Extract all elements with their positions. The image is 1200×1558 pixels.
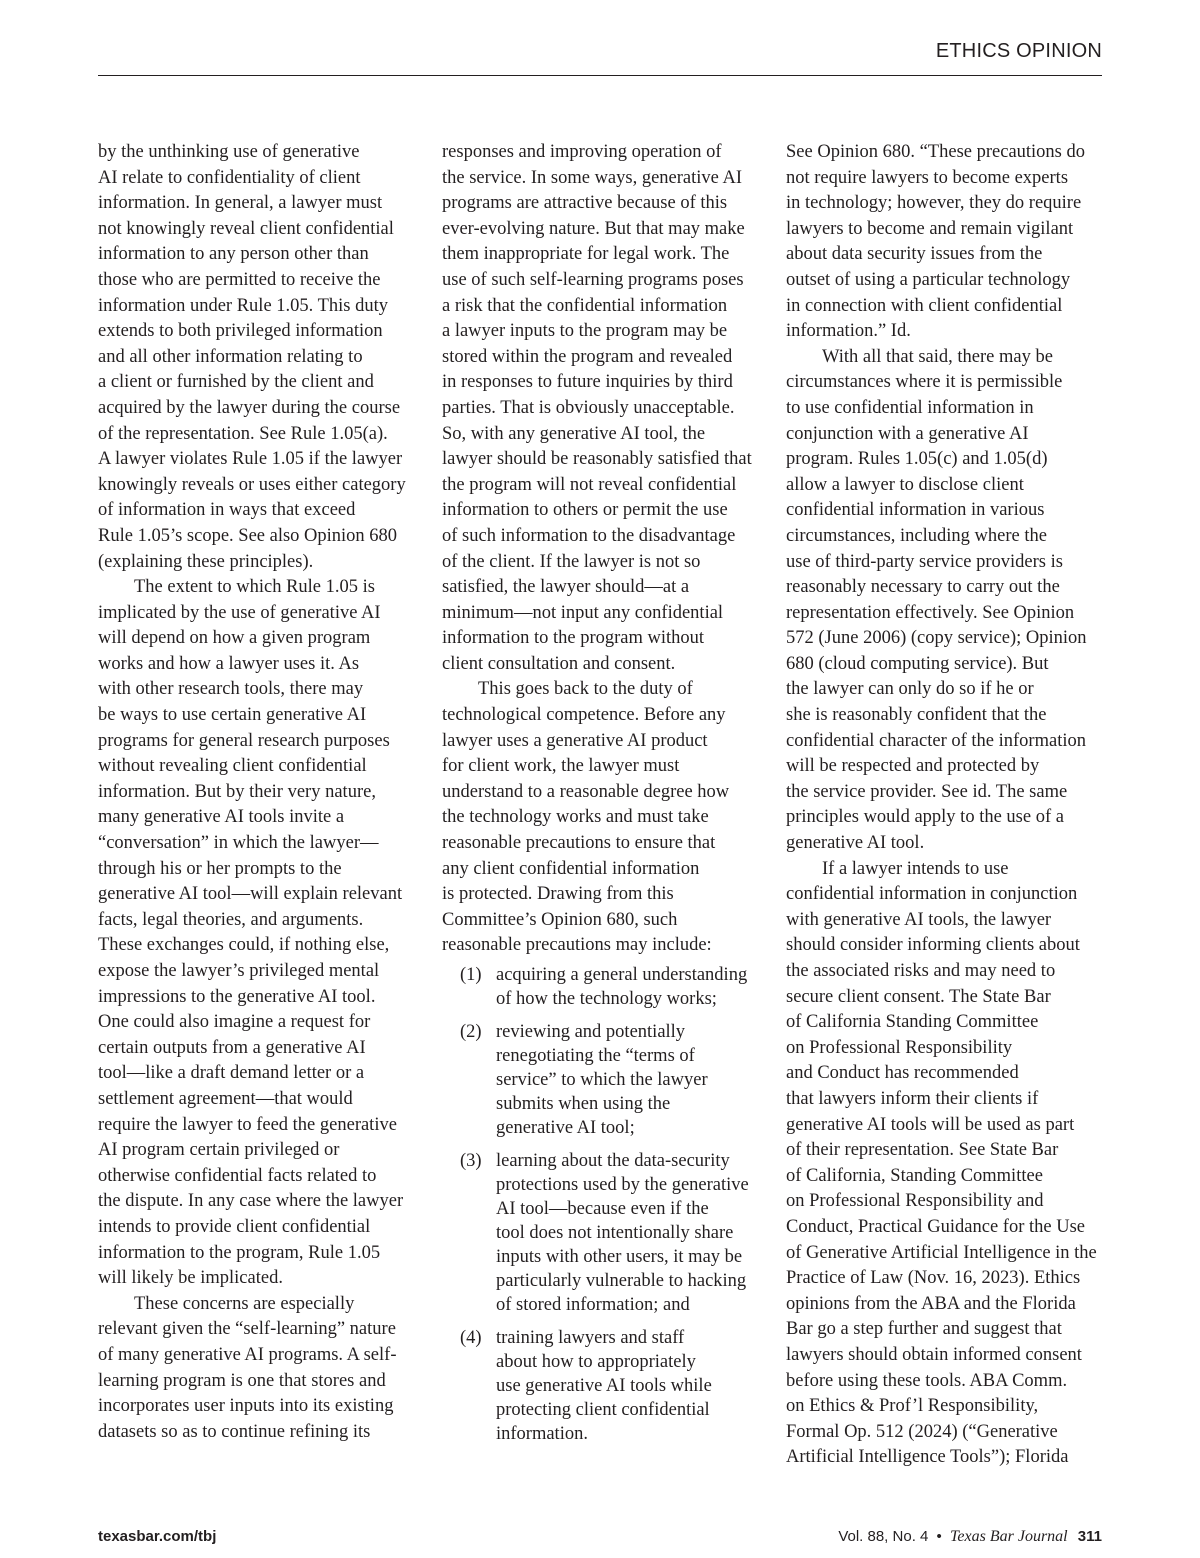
text-line: The extent to which Rule 1.05 is <box>134 577 375 598</box>
text-line: in responses to future inquiries by third <box>442 372 733 393</box>
text-line: opinions from the ABA and the Florida <box>786 1293 1076 1314</box>
text-line: generative AI tool—will explain relevant <box>98 884 403 905</box>
text-line: reasonable precautions may include: <box>442 935 712 956</box>
text-line: AI program certain privileged or <box>98 1140 340 1161</box>
text-line: facts, legal theories, and arguments. <box>98 909 364 930</box>
text-line: will likely be implicated. <box>98 1268 283 1289</box>
text-line: satisfied, the lawyer should—at a <box>442 577 690 598</box>
text-line: See Opinion 680. “These precautions do <box>786 142 1086 162</box>
list-item-number: (2) <box>460 1022 482 1042</box>
section-title: ETHICS OPINION <box>935 40 1102 62</box>
text-line: With all that said, there may be <box>822 346 1053 367</box>
text-line: lawyer uses a generative AI product <box>442 730 708 751</box>
text-line: for client work, the lawyer must <box>442 756 680 777</box>
text-line: (explaining these principles). <box>98 551 314 572</box>
text-line: lawyer should be reasonably satisfied that <box>442 449 752 470</box>
page-footer <box>98 1528 1102 1554</box>
text-line: implicated by the use of generative AI <box>98 602 381 623</box>
text-line: settlement agreement—that would <box>98 1088 353 1109</box>
text-line: responses and improving operation of <box>442 142 722 162</box>
text-line: that lawyers inform their clients if <box>786 1088 1039 1109</box>
list-item-line: training lawyers and staff <box>496 1328 685 1348</box>
text-line: be ways to use certain generative AI <box>98 705 367 726</box>
text-line: representation effectively. See Opinion <box>786 602 1075 623</box>
footer-journal: Texas Bar Journal <box>949 1528 1068 1545</box>
page-header <box>98 38 1102 76</box>
text-line: reasonably necessary to carry out the <box>786 577 1060 598</box>
text-line: program. Rules 1.05(c) and 1.05(d) <box>786 449 1048 470</box>
text-line: programs are attractive because of this <box>442 193 728 214</box>
text-line: about data security issues from the <box>786 244 1043 265</box>
footer-url[interactable]: texasbar.com/tbj <box>98 1528 217 1545</box>
text-line: If a lawyer intends to use <box>822 858 1009 879</box>
list-item-line: protecting client confidential <box>496 1400 710 1420</box>
text-line: the service. In some ways, generative AI <box>442 167 743 188</box>
text-line: before using these tools. ABA Comm. <box>786 1370 1068 1391</box>
list-item-number: (1) <box>460 965 482 985</box>
list-item-line: of stored information; and <box>496 1295 690 1315</box>
text-line: a lawyer inputs to the program may be <box>442 321 728 342</box>
text-line: technological competence. Before any <box>442 705 726 726</box>
text-line: of their representation. See State Bar <box>786 1140 1059 1161</box>
text-line: minimum—not input any confidential <box>442 602 724 623</box>
text-line: information under Rule 1.05. This duty <box>98 295 388 316</box>
text-line: any client confidential information <box>442 858 700 879</box>
text-line: expose the lawyer’s privileged mental <box>98 961 380 981</box>
text-line: Formal Op. 512 (2024) (“Generative <box>786 1421 1058 1442</box>
list-item-number: (3) <box>460 1151 482 1171</box>
text-line: the dispute. In any case where the lawyer <box>98 1191 404 1212</box>
text-line: information. But by their very nature, <box>98 781 376 802</box>
text-line: datasets so as to continue refining its <box>98 1421 371 1442</box>
text-line: learning program is one that stores and <box>98 1370 386 1391</box>
text-line: of California Standing Committee <box>786 1012 1039 1033</box>
precautions-list <box>442 963 764 1446</box>
list-item <box>442 1149 764 1317</box>
text-line: client consultation and consent. <box>442 653 676 674</box>
text-line: reasonable precautions to ensure that <box>442 833 716 854</box>
column-1 <box>98 140 416 1445</box>
text-line: knowingly reveals or uses either category <box>98 474 406 495</box>
list-item-line: generative AI tool; <box>496 1118 635 1138</box>
text-line: incorporates user inputs into its existing <box>98 1396 394 1417</box>
text-line: outset of using a particular technology <box>786 269 1071 290</box>
text-line: Practice of Law (Nov. 16, 2023). Ethics <box>786 1268 1081 1289</box>
text-line: information to the program without <box>442 628 705 649</box>
text-line: This goes back to the duty of <box>478 679 693 700</box>
text-line: conjunction with a generative AI <box>786 423 1029 444</box>
text-line: secure client consent. The State Bar <box>786 986 1051 1007</box>
text-line: Bar go a step further and suggest that <box>786 1319 1062 1340</box>
text-line: of information in ways that exceed <box>98 500 356 521</box>
text-line: information to the program, Rule 1.05 <box>98 1242 381 1263</box>
list-item-line: particularly vulnerable to hacking <box>496 1271 747 1291</box>
text-line: not require lawyers to become experts <box>786 167 1069 188</box>
text-line: of California, Standing Committee <box>786 1165 1043 1186</box>
list-item <box>442 1020 764 1140</box>
list-item-number: (4) <box>460 1328 482 1348</box>
text-line: use of such self-learning programs poses <box>442 269 744 290</box>
text-line: “conversation” in which the lawyer— <box>98 833 379 854</box>
text-line: should consider informing clients about <box>786 935 1080 956</box>
text-line: the lawyer can only do so if he or <box>786 679 1034 700</box>
text-line: Artificial Intelligence Tools”); Florida <box>786 1447 1069 1468</box>
text-line: on Professional Responsibility and <box>786 1191 1044 1212</box>
text-line: confidential information in conjunction <box>786 884 1078 905</box>
text-line: works and how a lawyer uses it. As <box>98 653 360 674</box>
text-line: will depend on how a given program <box>98 628 371 649</box>
list-item <box>442 963 764 1011</box>
text-line: circumstances, including where the <box>786 525 1047 546</box>
text-line: circumstances where it is permissible <box>786 372 1063 393</box>
text-line: with other research tools, there may <box>98 679 364 700</box>
list-item-line: submits when using the <box>496 1094 671 1114</box>
text-line: lawyers to become and remain vigilant <box>786 218 1074 239</box>
text-line: stored within the program and revealed <box>442 346 733 367</box>
text-line: understand to a reasonable degree how <box>442 781 730 802</box>
text-line: information.” Id. <box>786 321 911 342</box>
text-line: These exchanges could, if nothing else, <box>98 935 390 956</box>
text-line: to use confidential information in <box>786 397 1034 418</box>
text-line: will be respected and protected by <box>786 756 1040 777</box>
list-item-line: AI tool—because even if the <box>496 1199 709 1219</box>
text-line: on Ethics & Prof’l Responsibility, <box>786 1396 1039 1417</box>
text-line: impressions to the generative AI tool. <box>98 986 376 1007</box>
text-line: One could also imagine a request for <box>98 1012 371 1033</box>
column-3 <box>786 140 1104 1471</box>
text-line: the technology works and must take <box>442 807 709 828</box>
text-line: programs for general research purposes <box>98 730 390 751</box>
list-item-line: reviewing and potentially <box>496 1022 686 1042</box>
text-line: These concerns are especially <box>134 1293 355 1314</box>
text-line: of many generative AI programs. A self- <box>98 1344 397 1365</box>
text-line: with generative AI tools, the lawyer <box>786 909 1052 930</box>
text-line: lawyers should obtain informed consent <box>786 1344 1082 1365</box>
text-line: ever-evolving nature. But that may make <box>442 218 745 239</box>
text-line: of the client. If the lawyer is not so <box>442 551 701 572</box>
list-item-line: tool does not intentionally share <box>496 1223 734 1243</box>
text-line: A lawyer violates Rule 1.05 if the lawyer <box>98 449 403 470</box>
text-line: in connection with client confidential <box>786 295 1063 316</box>
text-line: certain outputs from a generative AI <box>98 1037 366 1058</box>
text-line: generative AI tool. <box>786 833 925 854</box>
text-line: 572 (June 2006) (copy service); Opinion <box>786 628 1087 649</box>
text-line: allow a lawyer to disclose client <box>786 474 1024 495</box>
list-item-line: about how to appropriately <box>496 1352 696 1372</box>
footer-volume: Vol. 88, No. 4 <box>838 1528 929 1545</box>
text-line: in technology; however, they do require <box>786 193 1082 214</box>
text-line: tool—like a draft demand letter or a <box>98 1063 365 1084</box>
list-item-line: protections used by the generative <box>496 1175 749 1195</box>
text-line: a risk that the confidential information <box>442 295 728 316</box>
text-line: those who are permitted to receive the <box>98 269 381 290</box>
text-line: information to any person other than <box>98 244 369 265</box>
text-line: generative AI tools will be used as part <box>786 1114 1075 1135</box>
text-line: by the unthinking use of generative <box>98 142 360 162</box>
text-line: of the representation. See Rule 1.05(a). <box>98 423 388 444</box>
text-line: on Professional Responsibility <box>786 1037 1013 1058</box>
list-item-line: inputs with other users, it may be <box>496 1247 743 1267</box>
list-item-line: of how the technology works; <box>496 989 717 1009</box>
text-line: them inappropriate for legal work. The <box>442 244 730 265</box>
text-line: So, with any generative AI tool, the <box>442 423 706 444</box>
list-item-line: use generative AI tools while <box>496 1376 712 1396</box>
text-line: information to others or permit the use <box>442 500 728 521</box>
text-line: 680 (cloud computing service). But <box>786 653 1049 674</box>
list-item-line: acquiring a general understanding <box>496 965 748 985</box>
text-line: otherwise confidential facts related to <box>98 1165 377 1186</box>
list-item-line: learning about the data-security <box>496 1151 730 1171</box>
text-line: a client or furnished by the client and <box>98 372 374 393</box>
text-line: require the lawyer to feed the generative <box>98 1114 397 1135</box>
text-line: Conduct, Practical Guidance for the Use <box>786 1216 1085 1237</box>
footer-bullet: • <box>936 1528 942 1545</box>
text-line: the service provider. See id. The same <box>786 781 1068 802</box>
text-line: AI relate to confidentiality of client <box>98 167 361 188</box>
text-line: and Conduct has recommended <box>786 1063 1019 1084</box>
text-line: many generative AI tools invite a <box>98 807 345 828</box>
text-line: extends to both privileged information <box>98 321 383 342</box>
text-line: Committee’s Opinion 680, such <box>442 909 678 930</box>
text-line: without revealing client confidential <box>98 756 367 777</box>
text-line: parties. That is obviously unacceptable. <box>442 397 735 418</box>
text-line: through his or her prompts to the <box>98 858 342 879</box>
column-2 <box>442 140 764 1455</box>
text-line: and all other information relating to <box>98 346 363 367</box>
text-line: principles would apply to the use of a <box>786 807 1064 828</box>
text-line: confidential information in various <box>786 500 1045 521</box>
text-line: intends to provide client confidential <box>98 1216 371 1237</box>
text-line: Rule 1.05’s scope. See also Opinion 680 <box>98 525 398 546</box>
text-line: use of third-party service providers is <box>786 551 1063 572</box>
text-line: not knowingly reveal client confidential <box>98 218 394 239</box>
text-line: relevant given the “self-learning” nature <box>98 1319 396 1340</box>
text-line: acquired by the lawyer during the course <box>98 397 401 418</box>
text-line: of Generative Artificial Intelligence in the <box>786 1242 1097 1263</box>
footer-citation <box>838 1528 1102 1546</box>
page-number: 311 <box>1077 1528 1102 1545</box>
list-item <box>442 1326 764 1446</box>
text-line: confidential character of the information <box>786 730 1086 751</box>
text-line: she is reasonably confident that the <box>786 705 1047 726</box>
text-line: information. In general, a lawyer must <box>98 193 383 214</box>
text-line: the associated risks and may need to <box>786 961 1056 981</box>
list-item-line: service” to which the lawyer <box>496 1070 708 1090</box>
text-line: of such information to the disadvantage <box>442 525 736 546</box>
list-item-line: renegotiating the “terms of <box>496 1046 695 1066</box>
text-line: is protected. Drawing from this <box>442 884 674 905</box>
list-item-line: information. <box>496 1424 588 1444</box>
text-line: the program will not reveal confidential <box>442 474 737 495</box>
